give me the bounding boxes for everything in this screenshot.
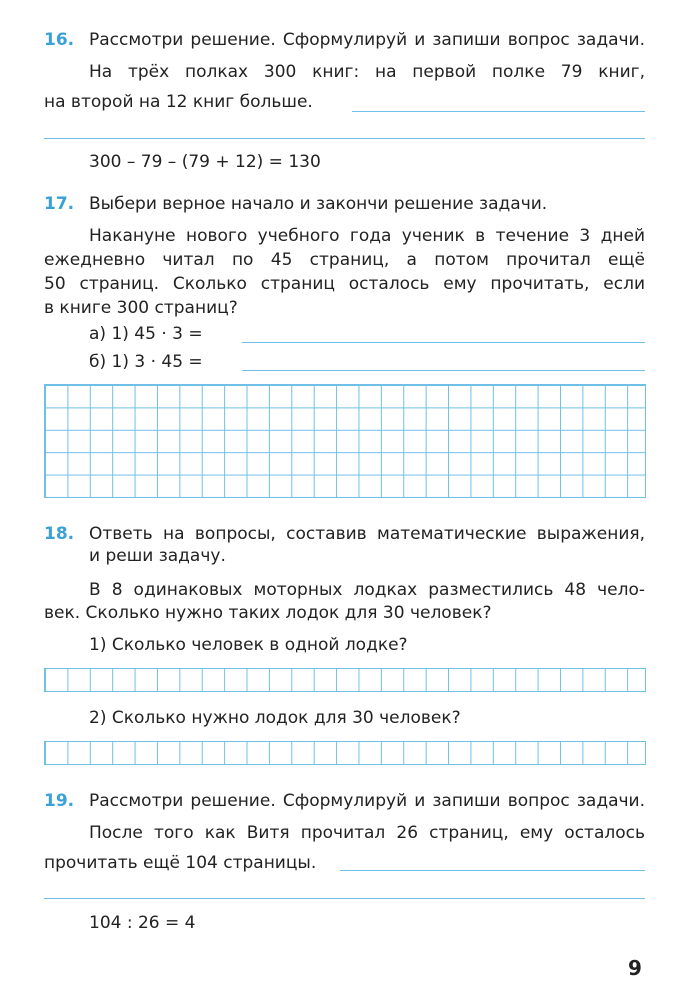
task-18-instruction-line-2: и реши задачу. [89, 546, 226, 566]
task-18-instruction-line-1: Ответь на вопросы, составив математические выражения, [89, 524, 645, 544]
task-17-option-a-answer-line[interactable] [242, 342, 645, 343]
task-19-problem-line-2: прочитать ещё 104 страницы. [44, 853, 317, 873]
task-19-problem-line-1: После того как Витя прочитал 26 страниц, ему осталось [89, 823, 645, 843]
task-17-problem-line: в книге 300 страниц? [44, 298, 238, 318]
task-17-option-b-answer-line[interactable] [242, 370, 645, 371]
task-17-number: 17. [44, 194, 75, 214]
task-17-option-a: а) 1) 45 · 3 = [89, 324, 203, 344]
task-19-instruction: Рассмотри решение. Сформулируй и запиши вопрос задачи. [89, 791, 645, 811]
task-17-problem-line: 50 страниц. Сколько страниц осталось ему прочитать, если [44, 274, 645, 294]
task-19-answer-line-2[interactable] [44, 898, 645, 899]
task-16-problem-line-1: На трёх полках 300 книг: на первой полке 79 книг, [89, 62, 645, 82]
task-18-number: 18. [44, 524, 75, 544]
task-16-answer-line-2[interactable] [44, 138, 645, 139]
task-16-problem-line-2: на второй на 12 книг больше. [44, 92, 313, 112]
task-18-question-1: 1) Сколько человек в одной лодке? [89, 635, 408, 655]
page-number: 9 [628, 956, 642, 980]
task-18-problem-line-2: век. Сколько нужно таких лодок для 30 человек? [44, 603, 492, 623]
task-18-answer-strip-1[interactable] [44, 668, 646, 692]
task-19-answer-line-1[interactable] [340, 870, 645, 871]
task-18-problem-line-1: В 8 одинаковых моторных лодках разместились 48 чело- [89, 580, 645, 600]
task-17-answer-grid[interactable] [44, 384, 646, 498]
task-16-number: 16. [44, 30, 75, 50]
task-16-instruction: Рассмотри решение. Сформулируй и запиши вопрос задачи. [89, 30, 645, 50]
task-17-option-b: б) 1) 3 · 45 = [89, 352, 203, 372]
task-17-instruction: Выбери верное начало и закончи решение задачи. [89, 194, 548, 214]
task-17-problem-line: Накануне нового учебного года ученик в течение 3 дней [89, 226, 645, 246]
task-18-question-2: 2) Сколько нужно лодок для 30 человек? [89, 708, 461, 728]
task-19-number: 19. [44, 791, 75, 811]
task-18-answer-strip-2[interactable] [44, 741, 646, 765]
task-19-solution: 104 : 26 = 4 [89, 913, 196, 933]
task-16-solution: 300 – 79 – (79 + 12) = 130 [89, 152, 321, 172]
task-17-problem-line: ежедневно читал по 45 страниц, а потом прочитал ещё [44, 250, 645, 270]
task-16-answer-line-1[interactable] [352, 111, 645, 112]
